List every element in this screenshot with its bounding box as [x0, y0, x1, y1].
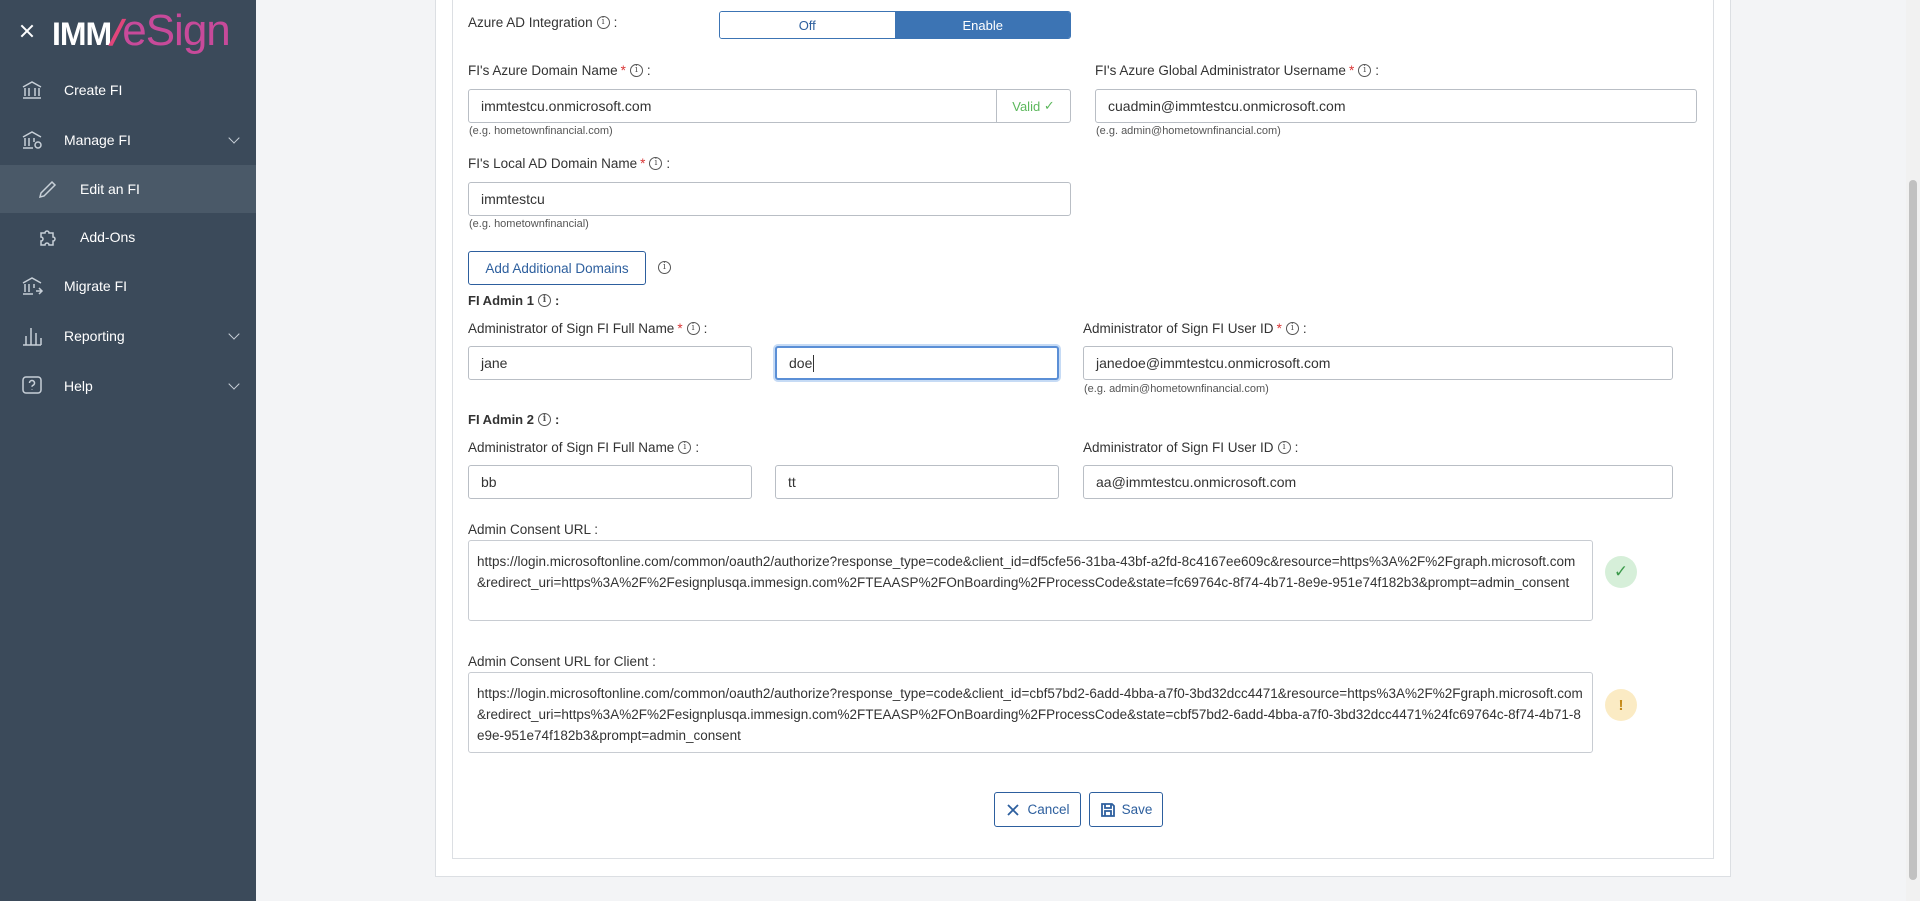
- cancel-button-label: Cancel: [1027, 802, 1070, 817]
- azure-ad-toggle: [719, 11, 1071, 39]
- bank-gear-icon: [20, 128, 44, 152]
- label-colon: :: [1294, 440, 1299, 455]
- fi-admin-1-title-text: FI Admin 1: [468, 293, 534, 308]
- azure-admin-label-text: FI's Azure Global Administrator Username: [1095, 63, 1346, 78]
- admin2-userid-label: [1083, 440, 1298, 455]
- local-domain-label-text: FI's Local AD Domain Name: [468, 156, 638, 171]
- admin1-userid-label: [1083, 321, 1307, 336]
- sidebar-item-label: Manage FI: [64, 132, 131, 148]
- admin1-last-name-value: doe: [789, 355, 813, 371]
- azure-domain-valid-badge: [996, 89, 1071, 123]
- azure-domain-label: [468, 63, 651, 78]
- sidebar-item-edit-fi[interactable]: [0, 165, 256, 213]
- info-icon[interactable]: i: [630, 64, 643, 77]
- admin2-userid-input[interactable]: aa@immtestcu.onmicrosoft.com: [1083, 465, 1673, 499]
- required-asterisk: *: [677, 321, 683, 336]
- label-colon: :: [646, 63, 651, 78]
- sidebar-item-label: Migrate FI: [64, 278, 128, 294]
- required-asterisk: *: [620, 63, 626, 78]
- azure-admin-input[interactable]: cuadmin@immtestcu.onmicrosoft.com: [1095, 89, 1697, 123]
- info-icon[interactable]: i: [1358, 64, 1371, 77]
- save-button-label: Save: [1121, 802, 1153, 817]
- sidebar-item-migrate-fi[interactable]: [0, 261, 256, 311]
- puzzle-icon: [36, 225, 60, 249]
- admin1-name-label-text: Administrator of Sign FI Full Name: [468, 321, 675, 336]
- sidebar-item-create-fi[interactable]: [0, 65, 256, 115]
- admin1-last-name-input[interactable]: [775, 346, 1059, 380]
- azure-domain-hint: (e.g. hometownfinancial.com): [469, 125, 613, 137]
- info-icon[interactable]: i: [678, 441, 691, 454]
- required-asterisk: *: [1348, 63, 1355, 78]
- label-colon: :: [695, 440, 700, 455]
- info-icon[interactable]: i: [597, 16, 610, 29]
- azure-ad-off-button[interactable]: Off: [720, 12, 896, 38]
- admin1-userid-label-text: Administrator of Sign FI User ID: [1083, 321, 1274, 336]
- close-icon[interactable]: [18, 22, 36, 40]
- admin2-first-name-input[interactable]: bb: [468, 465, 752, 499]
- chevron-down-icon: [228, 378, 239, 389]
- admin2-last-name-input[interactable]: tt: [775, 465, 1059, 499]
- text-caret: [813, 355, 814, 372]
- consent-client-url-warning-icon: !: [1605, 689, 1637, 721]
- app-logo: [52, 6, 230, 56]
- logo-slash: /: [105, 12, 129, 53]
- check-icon: ✓: [1043, 98, 1055, 113]
- fi-admin-1-title: [468, 293, 559, 308]
- label-colon: :: [613, 15, 618, 30]
- sidebar-item-manage-fi[interactable]: [0, 115, 256, 165]
- sidebar-item-label: Create FI: [64, 82, 123, 98]
- chevron-down-icon: [228, 328, 239, 339]
- consent-url-label: Admin Consent URL :: [468, 522, 599, 537]
- azure-ad-label-text: Azure AD Integration: [468, 15, 593, 30]
- sidebar-item-help[interactable]: [0, 361, 256, 411]
- main-content: [256, 0, 1906, 901]
- sidebar-item-add-ons[interactable]: [0, 213, 256, 261]
- info-icon[interactable]: i: [538, 294, 551, 307]
- admin1-userid-input[interactable]: janedoe@immtestcu.onmicrosoft.com: [1083, 346, 1673, 380]
- sidebar-item-reporting[interactable]: [0, 311, 256, 361]
- scrollbar-thumb[interactable]: [1909, 180, 1917, 880]
- save-button[interactable]: [1089, 792, 1163, 827]
- help-icon: [20, 374, 44, 398]
- admin2-name-label: [468, 440, 699, 455]
- azure-admin-hint: (e.g. admin@hometownfinancial.com): [1096, 125, 1281, 137]
- bank-arrow-icon: [20, 274, 44, 298]
- required-asterisk: *: [1276, 321, 1282, 336]
- info-icon[interactable]: i: [649, 157, 662, 170]
- sidebar-item-label: Edit an FI: [80, 181, 140, 197]
- required-asterisk: *: [640, 156, 646, 171]
- azure-domain-label-text: FI's Azure Domain Name: [468, 63, 618, 78]
- bar-chart-icon: [20, 324, 44, 348]
- consent-client-url-textarea[interactable]: https://login.microsoftonline.com/common/oauth2/authorize?response_type=code&client_id=cbf57bd2-6add-4bba-a7f0-3bd32dcc4471&resource=https%3A%2F%2Fgraph.microsoft.com&redirect_uri=https%3A%2F%2Fesignplusqa.immesign.com%2FTEAASP%2FOnBoarding%2FProcessCode&state=cbf57bd2-6add-4bba-a7f0-3bd32dcc4471%24fc69764c-8f74-4b71-8e9e-951e74f182b3&prompt=admin_consent: [468, 672, 1593, 753]
- cancel-button[interactable]: [994, 792, 1081, 827]
- label-colon: :: [666, 156, 671, 171]
- sidebar-item-label: Help: [64, 378, 93, 394]
- info-icon[interactable]: i: [658, 261, 671, 274]
- sidebar-nav: [0, 65, 256, 411]
- sidebar: [0, 0, 256, 901]
- info-icon[interactable]: i: [538, 413, 551, 426]
- valid-text: Valid: [1012, 98, 1041, 114]
- admin2-name-label-text: Administrator of Sign FI Full Name: [468, 440, 675, 455]
- azure-ad-label: [468, 15, 617, 30]
- admin1-userid-hint: (e.g. admin@hometownfinancial.com): [1084, 383, 1269, 395]
- sidebar-item-label: Reporting: [64, 328, 125, 344]
- info-icon[interactable]: i: [1278, 441, 1291, 454]
- logo-imm-text: IMM: [52, 16, 112, 52]
- info-icon[interactable]: i: [687, 322, 700, 335]
- label-colon: :: [554, 412, 560, 427]
- close-icon: [1005, 802, 1021, 818]
- pencil-icon: [36, 177, 60, 201]
- admin2-userid-label-text: Administrator of Sign FI User ID: [1083, 440, 1274, 455]
- label-colon: :: [1375, 63, 1379, 78]
- consent-url-textarea[interactable]: https://login.microsoftonline.com/common/oauth2/authorize?response_type=code&client_id=df5cfe56-31ba-43bf-a2fd-8c4167ee609c&resource=https%3A%2F%2Fgraph.microsoft.com&redirect_uri=https%3A%2F%2Fesignplusqa.immesign.com%2FTEAASP%2FOnBoarding%2FProcessCode&state=fc69764c-8f74-4b71-8e9e-951e74f182b3&prompt=admin_consent: [468, 540, 1593, 621]
- info-icon[interactable]: i: [1286, 322, 1299, 335]
- label-colon: :: [554, 293, 560, 308]
- azure-domain-input[interactable]: immtestcu.onmicrosoft.com: [468, 89, 1005, 123]
- add-additional-domains-button[interactable]: Add Additional Domains: [468, 251, 646, 285]
- azure-ad-enable-button[interactable]: Enable: [896, 12, 1071, 38]
- admin1-name-label: [468, 321, 707, 336]
- page-scrollbar[interactable]: [1906, 0, 1920, 901]
- chevron-down-icon: [228, 132, 239, 143]
- local-domain-label: [468, 156, 670, 171]
- azure-admin-label: [1095, 63, 1379, 78]
- fi-admin-2-title: [468, 412, 559, 427]
- consent-client-url-label: Admin Consent URL for Client :: [468, 654, 656, 669]
- consent-url-ok-icon: ✓: [1605, 556, 1637, 588]
- floppy-disk-icon: [1100, 802, 1116, 818]
- local-domain-input[interactable]: immtestcu: [468, 182, 1071, 216]
- brand-header: [0, 0, 256, 62]
- logo-esign-text: eSign: [122, 6, 230, 55]
- bank-icon: [20, 78, 44, 102]
- fi-admin-2-title-text: FI Admin 2: [468, 412, 534, 427]
- label-colon: :: [703, 321, 708, 336]
- admin1-first-name-input[interactable]: jane: [468, 346, 752, 380]
- local-domain-hint: (e.g. hometownfinancial): [469, 218, 589, 230]
- label-colon: :: [1302, 321, 1307, 336]
- sidebar-item-label: Add-Ons: [80, 229, 136, 245]
